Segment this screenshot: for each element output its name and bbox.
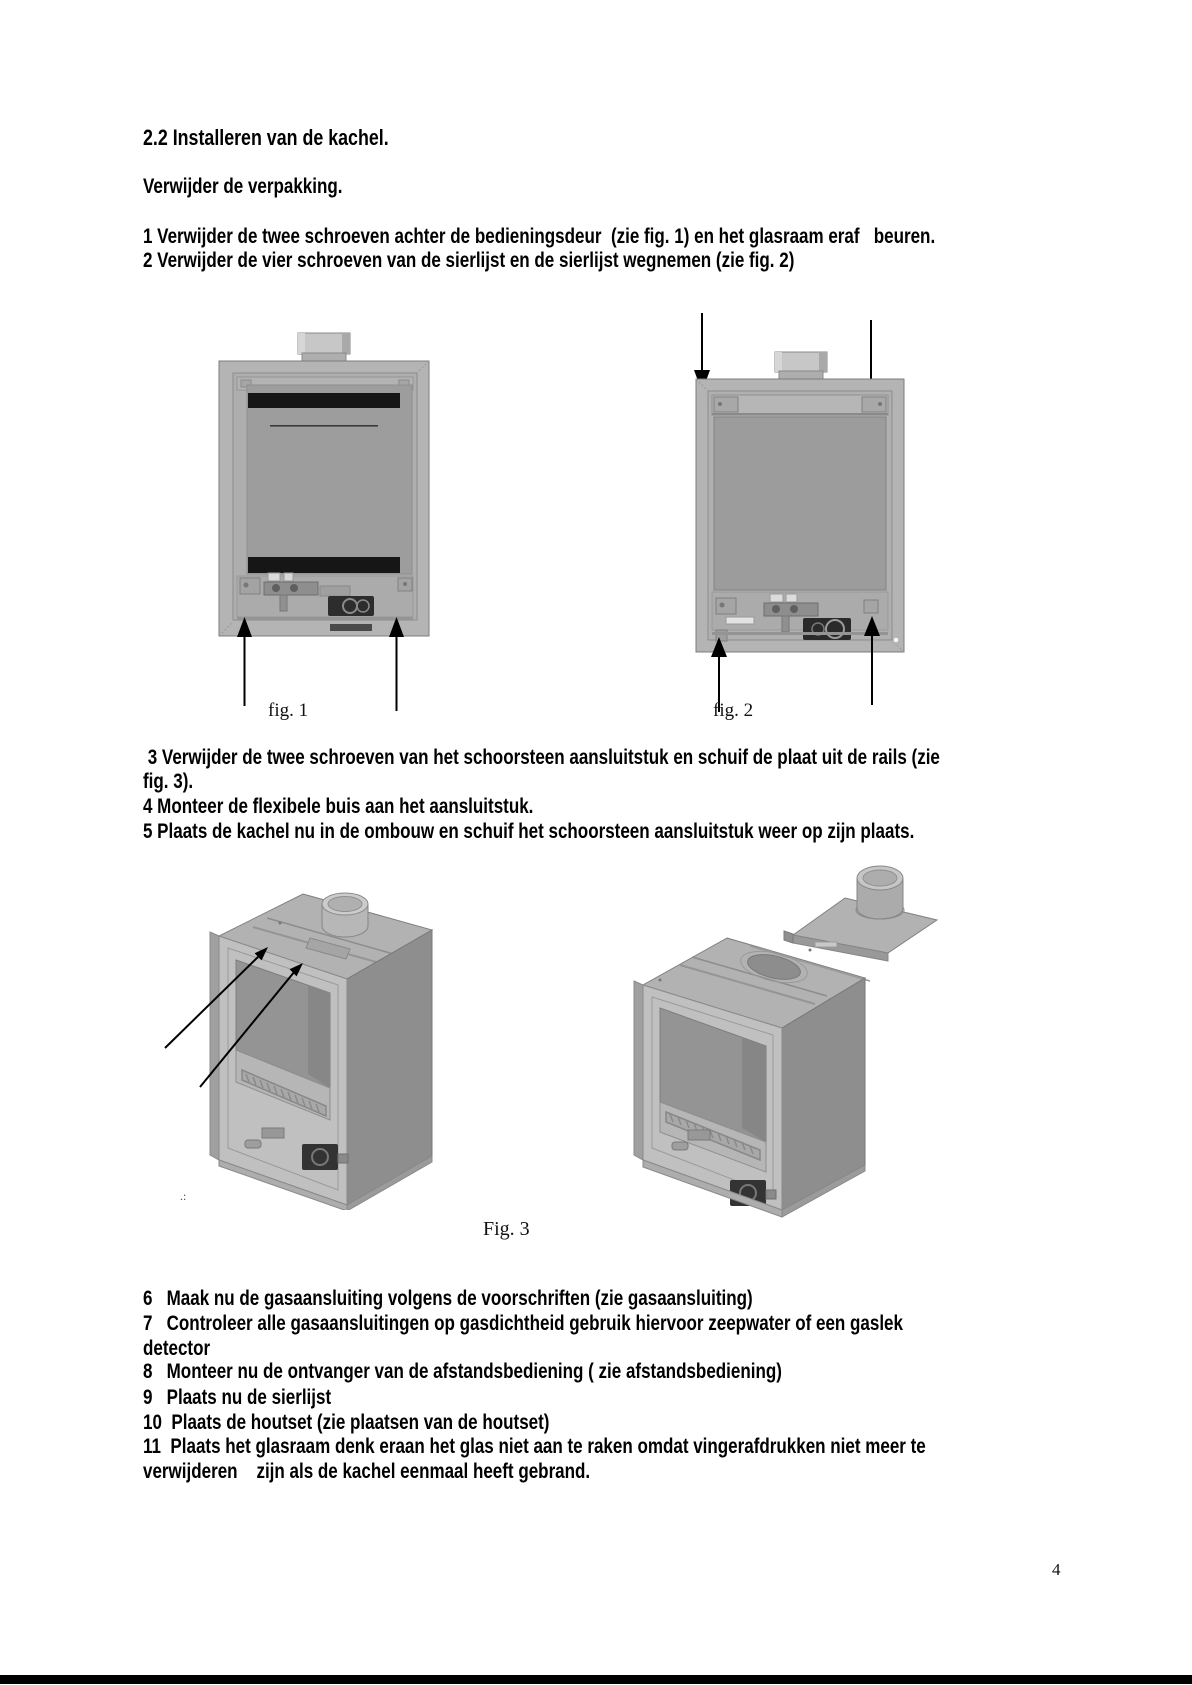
step-11-line1: 11 Plaats het glasraam denk eraan het glas niet aan te raken omdat vingerafdrukken niet meer te [143, 1435, 926, 1458]
fig1-glass-door [247, 385, 412, 574]
figure1-stove-front-illustration [180, 290, 480, 715]
step-3-line2: fig. 3). [143, 770, 194, 793]
fig3r-chimney-plate [784, 866, 937, 961]
fig3l-chimney-collar-icon [322, 893, 368, 937]
step-8: 8 Monteer nu de ontvanger van de afstandsbediening ( zie afstandsbediening) [143, 1360, 782, 1383]
step-10: 10 Plaats de houtset (zie plaatsen van de houtset) [143, 1411, 550, 1434]
step-3-line1: 3 Verwijder de twee schroeven van het schoorsteen aansluitstuk en schuif de plaat uit de rails (zie [143, 746, 940, 769]
figure2-stove-front-illustration [630, 300, 920, 715]
step-1: 1 Verwijder de twee schroeven achter de bedieningsdeur (zie fig. 1) en het glasraam eraf beuren. [143, 225, 936, 248]
step-4: 4 Monteer de flexibele buis aan het aansluitstuk. [143, 795, 534, 818]
step-11-line2: verwijderen zijn als de kachel eenmaal heeft gebrand. [143, 1460, 591, 1483]
step-5: 5 Plaats de kachel nu in de ombouw en schuif het schoorsteen aansluitstuk weer op zijn plaats. [143, 820, 915, 843]
step-7-line1: 7 Controleer alle gasaansluitingen op gasdichtheid gebruik hiervoor zeepwater of een gaslek [143, 1312, 903, 1335]
fig2-top-strip [712, 395, 888, 415]
step-7-line2: detector [143, 1337, 211, 1360]
step-6: 6 Maak nu de gasaansluiting volgens de voorschriften (zie gasaansluiting) [143, 1287, 753, 1310]
intro-line: Verwijder de verpakking. [143, 175, 343, 198]
fig3l-stray-mark: .: [180, 1189, 187, 1203]
section-heading: 2.2 Installeren van de kachel. [143, 125, 389, 150]
step-9: 9 Plaats nu de sierlijst [143, 1386, 332, 1409]
page-number: 4 [1052, 1560, 1061, 1579]
figure3-caption: Fig. 3 [483, 1218, 530, 1240]
figure3-right-stove-isometric-illustration [580, 850, 990, 1220]
figure1-caption: fig. 1 [268, 700, 309, 721]
fig1-screw-arrow-right-icon [389, 617, 404, 711]
footer-bar [0, 1675, 1192, 1684]
figure3-left-stove-isometric-illustration [150, 860, 510, 1210]
step-2: 2 Verwijder de vier schroeven van de sierlijst en de sierlijst wegnemen (zie fig. 2) [143, 249, 795, 272]
fig1-chimney-stub-icon [298, 333, 350, 362]
figure2-caption: fig. 2 [713, 700, 754, 721]
fig2-firebox-opening [714, 417, 886, 590]
fig2-chimney-stub-icon [775, 352, 827, 380]
